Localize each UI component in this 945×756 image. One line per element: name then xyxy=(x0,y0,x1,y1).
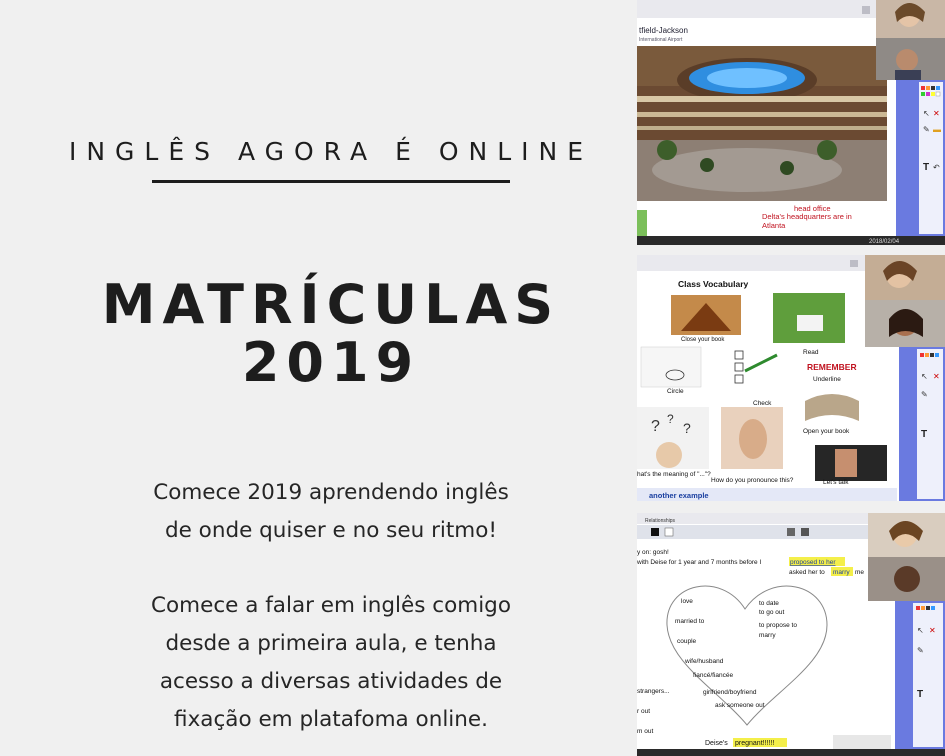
airport-logo-sub: International Airport xyxy=(639,37,683,43)
paragraph-1 xyxy=(0,474,662,550)
note-line-3a: asked her to xyxy=(789,569,825,576)
note-line-1: y on: gosh! xyxy=(637,549,669,556)
note-line-2b: proposed to her xyxy=(790,559,836,566)
svg-text:T: T xyxy=(923,162,930,173)
paragraph-2-line: Comece a falar em inglês comigo xyxy=(151,593,511,618)
label-close-book: Close your book xyxy=(681,337,725,343)
video-timestamp: 2018/02/04 xyxy=(869,239,900,245)
heart-word: marry xyxy=(759,632,776,639)
svg-text:✕: ✕ xyxy=(929,626,936,635)
svg-text:✎: ✎ xyxy=(923,125,930,134)
heart-word: wife/husband xyxy=(685,658,724,665)
svg-text:▬: ▬ xyxy=(933,125,941,134)
paragraph-1-line: Comece 2019 aprendendo inglês xyxy=(153,480,509,505)
label-talk: Let's talk xyxy=(823,479,849,486)
svg-text:↖: ↖ xyxy=(921,372,928,381)
label-open-book: Open your book xyxy=(803,428,850,435)
svg-text:?: ? xyxy=(683,420,691,436)
svg-text:?: ? xyxy=(667,412,674,426)
label-underline: Underline xyxy=(813,376,841,383)
heart-word: love xyxy=(681,598,693,605)
paragraph-2-line: fixação em platafoma online. xyxy=(174,707,488,732)
paragraph-2-line: acesso a diversas atividades de xyxy=(159,669,503,694)
heart-word: couple xyxy=(677,638,697,645)
note-line-2a: with Deise for 1 year and 7 months before I xyxy=(637,559,762,566)
label-remember: REMEMBER xyxy=(807,362,857,372)
heart-word: fiancé/fiancée xyxy=(693,672,734,679)
tagline-underline xyxy=(152,180,510,183)
heart-word: to date xyxy=(759,600,779,607)
tagline: INGLÊS AGORA É ONLINE xyxy=(68,137,594,166)
svg-text:✎: ✎ xyxy=(921,390,928,399)
note-line-2: Delta's headquarters are in xyxy=(762,212,852,221)
airport-logo: tfield-Jackson xyxy=(639,26,688,35)
paragraph-2-line: desde a primeira aula, e tenha xyxy=(165,631,497,656)
vocab-title: Class Vocabulary xyxy=(678,279,749,289)
paragraph-2 xyxy=(0,587,662,739)
svg-text:↖: ↖ xyxy=(917,626,924,635)
svg-text:✕: ✕ xyxy=(933,109,940,118)
heart-word: girlfriend/boyfriend xyxy=(703,689,757,696)
svg-text:✎: ✎ xyxy=(917,646,924,655)
bottom-line-a: Deise's xyxy=(705,740,728,747)
heart-word: married to xyxy=(675,618,705,625)
lesson-screenshot-vocabulary xyxy=(637,255,945,501)
headline-line-2: 2019 xyxy=(241,331,421,394)
svg-text:T: T xyxy=(917,689,924,700)
headline xyxy=(0,273,662,394)
headline-line-1: MATRÍCULAS xyxy=(101,273,561,336)
tab-relationships[interactable]: Relationships xyxy=(645,518,676,524)
side-word: r out xyxy=(637,708,651,715)
label-read: Read xyxy=(803,349,819,356)
label-circle: Circle xyxy=(667,388,684,395)
paragraph-1-line: de onde quiser e no seu ritmo! xyxy=(164,518,498,543)
airport-atrium-photo xyxy=(637,46,887,201)
svg-text:✕: ✕ xyxy=(933,372,940,381)
svg-text:T: T xyxy=(921,429,928,440)
bottom-line-b: pregnant!!!!!! xyxy=(735,740,775,747)
side-word: m out xyxy=(637,728,654,735)
svg-text:↶: ↶ xyxy=(933,163,940,172)
label-pronounce: How do you pronounce this? xyxy=(711,477,794,484)
vocab-footer: another example xyxy=(649,491,709,500)
lesson-screenshot-relationships xyxy=(637,513,945,756)
note-line-3c: me xyxy=(855,569,865,576)
note-line-3b: marry xyxy=(833,569,850,576)
label-check: Check xyxy=(753,400,772,407)
lesson-screenshot-airport xyxy=(637,0,945,245)
svg-text:?: ? xyxy=(651,418,660,435)
side-word: strangers... xyxy=(637,688,670,695)
heart-word: ask someone out xyxy=(715,702,765,709)
heart-word: to propose to xyxy=(759,622,797,629)
heart-word: to go out xyxy=(759,609,785,616)
svg-text:↖: ↖ xyxy=(923,109,930,118)
note-line-3: Atlanta xyxy=(762,221,786,230)
label-meaning: hat's the meaning of "..."? xyxy=(637,471,711,478)
note-line-1: head office xyxy=(794,204,831,213)
